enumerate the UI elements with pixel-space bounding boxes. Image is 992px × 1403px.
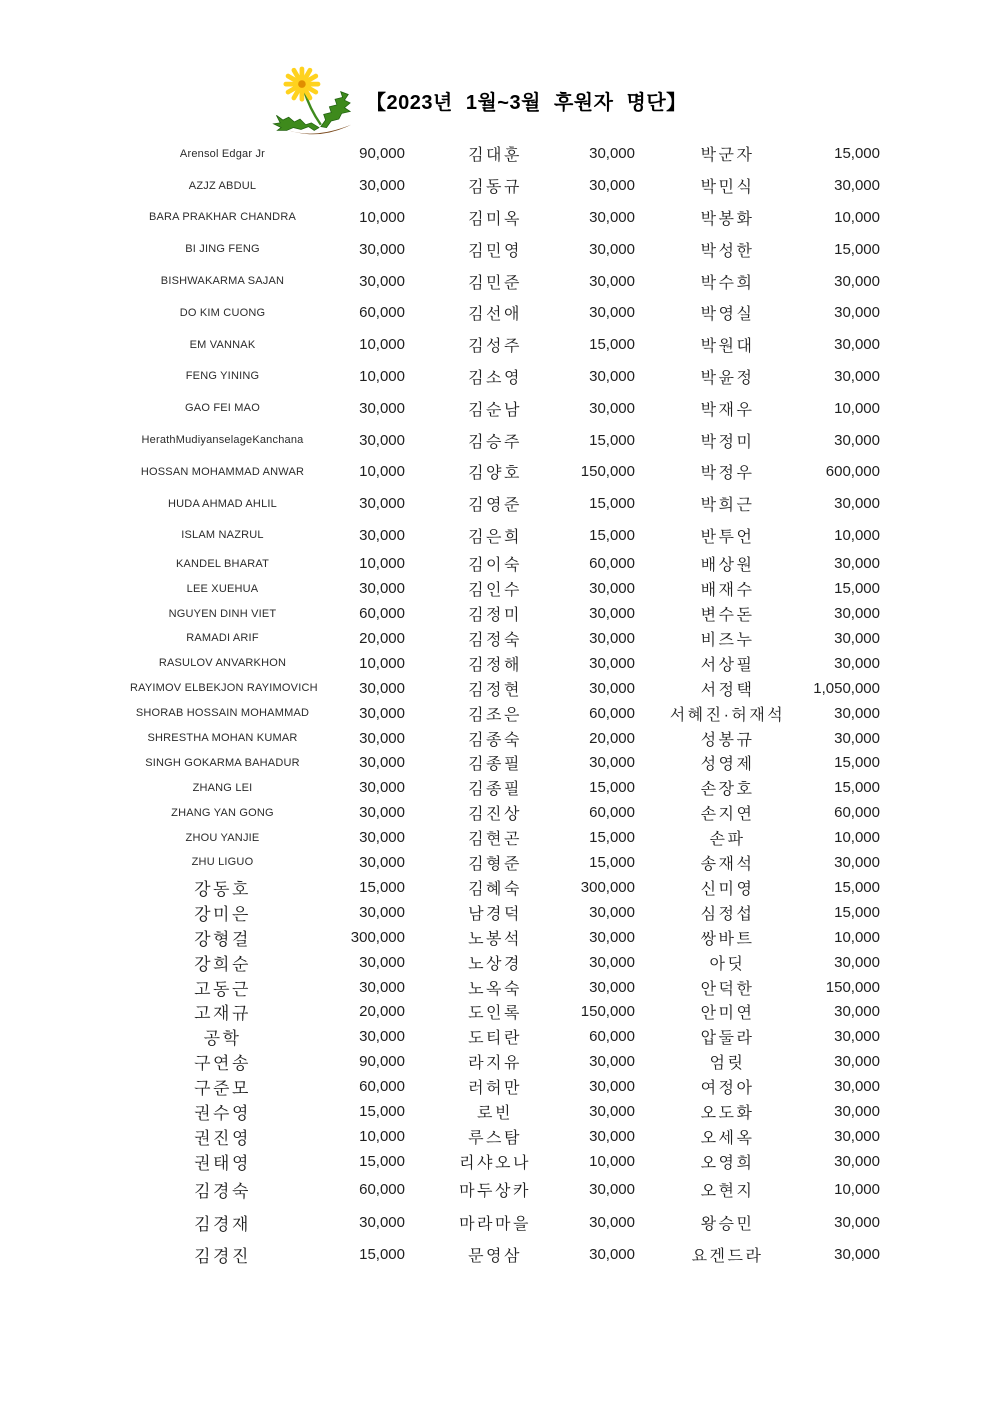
donor-name: 김종필 [468,756,522,774]
donation-amount: 30,000 [834,431,880,449]
donation-amount: 10,000 [834,399,880,417]
donation-amount: 10,000 [359,336,405,354]
donor-name: 박민식 [700,179,755,197]
donation-amount: 10,000 [589,1152,635,1170]
donor-name: 문영삼 [468,1248,522,1266]
donor-name: HerathMudiyanselageKanchana [141,434,304,447]
donation-amount: 15,000 [359,1152,405,1170]
donor-name: 김인수 [468,582,522,600]
donation-amount: 10,000 [359,208,405,226]
donor-name: 오영희 [700,1154,755,1172]
donation-amount: 600,000 [825,463,880,481]
donor-name: 서정택 [700,681,755,699]
donor-name: BARA PRAKHAR CHANDRA [148,211,297,224]
donor-name: 김선애 [468,306,522,324]
donation-amount: 15,000 [589,495,635,513]
donation-amount: 15,000 [589,431,635,449]
donor-name: EM VANNAK [189,338,256,351]
donation-amount: 30,000 [589,629,635,647]
donor-name: 김동규 [468,179,522,197]
donation-amount: 30,000 [589,605,635,623]
donor-name: 강미은 [194,904,251,924]
donation-amount: 30,000 [834,495,880,513]
page-title: 【2023년 1월~3월 후원자 명단】 [366,92,687,114]
donation-amount: 30,000 [589,145,635,163]
donation-amount: 150,000 [580,463,635,481]
donor-row [130,726,880,751]
dandelion-svg [266,64,370,142]
donor-name: 배재수 [700,582,755,600]
donor-name: 김순남 [468,401,522,419]
donation-amount: 20,000 [589,729,635,747]
donor-row [130,170,880,202]
donor-row [130,1174,880,1206]
donor-name: 도티란 [468,1030,522,1048]
donation-amount: 30,000 [834,367,880,385]
donor-name: ZHANG YAN GONG [171,806,274,819]
donor-name: BI JING FENG [185,243,260,256]
donor-row [130,626,880,651]
donor-row [130,392,880,424]
donation-amount: 10,000 [834,928,880,946]
donor-name: 변수돈 [700,607,755,625]
donation-amount: 60,000 [359,605,405,623]
donor-name: 김혜숙 [468,880,522,898]
donor-name: 강동호 [194,879,251,899]
donation-amount: 60,000 [589,1028,635,1046]
donor-name: 김민준 [468,274,522,292]
donation-amount: 10,000 [834,526,880,544]
donation-amount: 30,000 [834,272,880,290]
donor-name: BISHWAKARMA SAJAN [160,275,285,288]
donation-amount: 30,000 [834,953,880,971]
donation-amount: 30,000 [589,1127,635,1145]
donation-amount: 10,000 [359,555,405,573]
donation-amount: 60,000 [834,804,880,822]
donor-name: 반투언 [700,528,755,546]
donation-amount: 30,000 [834,1028,880,1046]
donor-name: 김미옥 [468,210,522,228]
donor-name: ZHOU YANJIE [185,831,260,844]
donation-amount: 30,000 [834,704,880,722]
donation-amount: 30,000 [589,1181,635,1199]
donation-amount: 1,050,000 [813,679,880,697]
donation-amount: 30,000 [834,629,880,647]
donor-row [130,488,880,520]
donor-name: 신미영 [700,880,755,898]
donation-amount: 30,000 [359,679,405,697]
donation-amount: 30,000 [834,304,880,322]
donation-amount: 15,000 [589,779,635,797]
donor-name: 성봉규 [700,731,755,749]
donor-name: 노상경 [468,955,522,973]
donation-amount: 30,000 [359,978,405,996]
donor-name: 김현곤 [468,831,522,849]
donor-row [130,1206,880,1238]
donation-amount: 30,000 [359,853,405,871]
donor-row [130,456,880,488]
donor-name: 김종필 [468,781,522,799]
donor-name: 강형걸 [194,929,251,949]
donation-amount: 15,000 [589,526,635,544]
donor-row [130,520,880,552]
donation-amount: 15,000 [834,779,880,797]
donation-amount: 15,000 [834,878,880,896]
donation-amount: 30,000 [834,729,880,747]
donation-amount: 30,000 [834,605,880,623]
donor-name: 손파 [709,831,746,849]
donation-amount: 20,000 [359,629,405,647]
donation-amount: 60,000 [359,1181,405,1199]
donor-name: 김경진 [194,1247,251,1267]
donor-name: 서상필 [700,656,755,674]
donor-name: 서혜진·허재석 [669,706,786,724]
donor-name: ISLAM NAZRUL [181,529,264,542]
donation-amount: 30,000 [359,729,405,747]
donor-name: 박원대 [700,338,755,356]
donor-name: 김양호 [468,465,522,483]
donation-amount: 30,000 [589,399,635,417]
dandelion-icon [266,64,370,142]
donor-row [130,138,880,170]
donation-amount: 30,000 [834,654,880,672]
donor-name: 김형준 [468,855,522,873]
donor-row [130,576,880,601]
donor-name: RAYIMOV ELBEKJON RAYIMOVICH [130,682,318,695]
donor-name: KANDEL BHARAT [175,557,270,570]
donation-amount: 30,000 [359,953,405,971]
donation-amount: 30,000 [589,272,635,290]
donation-amount: 60,000 [359,1078,405,1096]
donation-amount: 30,000 [359,829,405,847]
donor-name: 김경숙 [194,1182,251,1202]
donation-amount: 30,000 [589,1213,635,1231]
donor-name: SHORAB HOSSAIN MOHAMMAD [135,707,310,720]
donor-row [130,701,880,726]
donor-table [130,138,880,1271]
donation-amount: 30,000 [589,754,635,772]
donation-amount: 30,000 [359,903,405,921]
donor-name: Arensol Edgar Jr [179,147,266,160]
donor-name: SHRESTHA MOHAN KUMAR [147,732,298,745]
donor-name: ZHU LIGUO [191,856,254,869]
donation-amount: 15,000 [359,1246,405,1264]
donor-name: 김대훈 [468,147,522,165]
donor-row [130,424,880,456]
donor-name: 도인록 [468,1005,522,1023]
donor-name: 마두상카 [459,1183,531,1201]
donation-amount: 90,000 [359,1053,405,1071]
donation-amount: 30,000 [589,654,635,672]
donor-name: 러허만 [468,1080,522,1098]
donation-amount: 15,000 [589,853,635,871]
donor-name: 성영제 [700,756,755,774]
donor-row [130,265,880,297]
donation-amount: 15,000 [834,903,880,921]
donor-name: 김소영 [468,369,522,387]
donor-name: 김조은 [468,706,522,724]
donor-name: LEE XUEHUA [186,582,259,595]
donor-row [130,1049,880,1074]
donation-amount: 30,000 [359,526,405,544]
donor-name: 박군자 [700,147,755,165]
donor-name: DO KIM CUONG [179,306,266,319]
donation-amount: 30,000 [834,1213,880,1231]
donor-name: 김정해 [468,656,522,674]
donation-amount: 30,000 [589,903,635,921]
donor-name: 여정아 [700,1080,755,1098]
donor-name: RAMADI ARIF [186,632,259,645]
donor-name: 노봉석 [468,930,522,948]
donor-name: HOSSAN MOHAMMAD ANWAR [140,465,305,478]
donor-name: 박수희 [700,274,755,292]
donor-name: 로빈 [477,1104,513,1122]
donation-amount: 30,000 [589,177,635,195]
donation-amount: 30,000 [359,495,405,513]
donor-row [130,1238,880,1270]
donor-row [130,676,880,701]
donor-name: 김정미 [468,607,522,625]
donation-amount: 10,000 [359,654,405,672]
donor-row [130,651,880,676]
donation-amount: 30,000 [589,953,635,971]
donor-name: 아딧 [709,955,746,973]
donor-name: 권수영 [194,1103,251,1123]
donor-row [130,1074,880,1099]
donation-amount: 30,000 [359,399,405,417]
donation-amount: 30,000 [359,177,405,195]
donor-name: 박성한 [700,242,755,260]
donor-row [130,875,880,900]
donor-name: 구준모 [194,1079,251,1099]
donor-name: 고재규 [194,1004,251,1024]
donor-name: 오도화 [700,1104,755,1122]
donation-amount: 30,000 [589,978,635,996]
donor-name: 안미연 [700,1005,755,1023]
donor-name: SINGH GOKARMA BAHADUR [145,756,300,769]
donation-amount: 30,000 [589,208,635,226]
donor-name: 오현지 [700,1183,755,1201]
donor-name: 리샤오나 [459,1154,531,1172]
donation-amount: 20,000 [359,1003,405,1021]
donor-name: 김경재 [194,1214,251,1234]
donation-amount: 30,000 [834,1127,880,1145]
donation-amount: 30,000 [834,1078,880,1096]
donor-row [130,925,880,950]
donor-name: 왕승민 [700,1215,755,1233]
donation-amount: 30,000 [834,336,880,354]
donor-name: 비즈누 [700,631,755,649]
donation-amount: 30,000 [834,1246,880,1264]
donor-name: 김진상 [468,806,522,824]
donation-amount: 15,000 [589,336,635,354]
donation-amount: 30,000 [834,1102,880,1120]
donation-amount: 30,000 [589,240,635,258]
donation-amount: 30,000 [589,367,635,385]
donation-amount: 30,000 [359,754,405,772]
donation-amount: 30,000 [589,928,635,946]
donor-name: 안덕한 [700,980,755,998]
donor-row [130,750,880,775]
donation-amount: 30,000 [359,431,405,449]
donor-row [130,800,880,825]
donor-name: 압둘라 [700,1030,755,1048]
donor-name: ZHANG LEI [192,781,253,794]
donor-name: 김승주 [468,433,522,451]
donation-amount: 15,000 [834,240,880,258]
donation-amount: 300,000 [580,878,635,896]
donation-amount: 30,000 [834,177,880,195]
donor-name: 김민영 [468,242,522,260]
donation-amount: 60,000 [589,555,635,573]
donation-amount: 30,000 [359,804,405,822]
donor-name: 남경덕 [468,905,522,923]
donation-amount: 30,000 [359,580,405,598]
donation-amount: 10,000 [834,1181,880,1199]
donor-row [130,202,880,234]
donation-amount: 60,000 [589,704,635,722]
donation-amount: 150,000 [580,1003,635,1021]
donor-name: 김은희 [468,528,522,546]
donation-amount: 10,000 [359,367,405,385]
donation-amount: 300,000 [350,928,405,946]
donation-amount: 30,000 [359,272,405,290]
donation-amount: 30,000 [359,1028,405,1046]
donor-name: 공학 [203,1029,242,1049]
donor-name: 심정섭 [700,905,755,923]
donor-row [130,1024,880,1049]
donation-amount: 30,000 [359,240,405,258]
donor-name: FENG YINING [185,370,260,383]
donation-amount: 30,000 [589,1102,635,1120]
donation-amount: 15,000 [834,580,880,598]
donor-name: 송재석 [700,855,755,873]
donor-name: AZJZ ABDUL [188,179,257,192]
donor-name: 구연송 [194,1054,251,1074]
donor-row [130,775,880,800]
donation-amount: 150,000 [825,978,880,996]
donor-name: 박정미 [700,433,755,451]
donor-row [130,999,880,1024]
donor-row [130,950,880,975]
donation-amount: 10,000 [359,463,405,481]
donor-row [130,975,880,1000]
donor-row [130,361,880,393]
donation-amount: 30,000 [834,1053,880,1071]
donor-name: 루스탐 [468,1129,522,1147]
donation-amount: 30,000 [359,704,405,722]
donor-name: 권태영 [194,1153,251,1173]
donor-name: 김정현 [468,681,522,699]
donation-amount: 30,000 [834,853,880,871]
donor-name: 손지연 [700,806,755,824]
donor-row [130,233,880,265]
donation-amount: 15,000 [589,829,635,847]
donor-name: 라지유 [468,1055,522,1073]
donor-name: 쌍바트 [700,930,755,948]
donor-row [130,900,880,925]
donor-row [130,551,880,576]
donor-name: 권진영 [194,1128,251,1148]
donor-name: 김종숙 [468,731,522,749]
donor-name: 손장호 [700,781,755,799]
donor-name: 엄릿 [709,1055,746,1073]
donation-amount: 90,000 [359,145,405,163]
donor-name: 고동근 [194,979,251,999]
donation-amount: 30,000 [589,580,635,598]
donor-name: 배상원 [700,557,755,575]
donor-name: HUDA AHMAD AHLIL [168,497,277,510]
donation-amount: 30,000 [359,1213,405,1231]
donation-amount: 30,000 [834,1003,880,1021]
donation-amount: 15,000 [359,878,405,896]
donor-name: 박영실 [700,306,755,324]
donation-amount: 60,000 [589,804,635,822]
donation-amount: 30,000 [589,304,635,322]
donor-name: 박윤정 [700,369,755,387]
donation-amount: 15,000 [834,754,880,772]
donor-name: GAO FEI MAO [185,402,260,415]
donor-name: RASULOV ANVARKHON [158,657,287,670]
donation-amount: 30,000 [589,1246,635,1264]
donor-row [130,1124,880,1149]
donor-name: 노옥숙 [468,980,522,998]
donor-name: 박정우 [700,465,755,483]
donation-amount: 60,000 [359,304,405,322]
donor-name: 박희근 [700,497,755,515]
donor-name: 박봉화 [700,210,755,228]
donation-amount: 30,000 [834,1152,880,1170]
donation-amount: 15,000 [834,145,880,163]
donor-name: 김영준 [468,497,522,515]
donation-amount: 30,000 [589,679,635,697]
donor-name: 마라마을 [459,1215,531,1233]
donor-name: 요겐드라 [691,1248,764,1266]
donor-name: 김이숙 [468,557,522,575]
donor-name: 김정숙 [468,631,522,649]
donor-name: 강희순 [194,954,251,974]
donor-row [130,601,880,626]
donation-amount: 10,000 [359,1127,405,1145]
donor-row [130,850,880,875]
donation-amount: 30,000 [589,1078,635,1096]
donor-row [130,329,880,361]
donation-amount: 10,000 [834,208,880,226]
donor-name: 오세옥 [700,1129,755,1147]
donation-amount: 10,000 [834,829,880,847]
donation-amount: 30,000 [834,555,880,573]
donor-name: 김성주 [468,338,522,356]
donor-name: 박재우 [700,401,755,419]
donor-row [130,1099,880,1124]
donation-amount: 30,000 [589,1053,635,1071]
donation-amount: 30,000 [359,779,405,797]
donor-row [130,1149,880,1174]
donor-row [130,297,880,329]
donor-name: NGUYEN DINH VIET [168,607,277,620]
donor-row [130,825,880,850]
donation-amount: 15,000 [359,1102,405,1120]
